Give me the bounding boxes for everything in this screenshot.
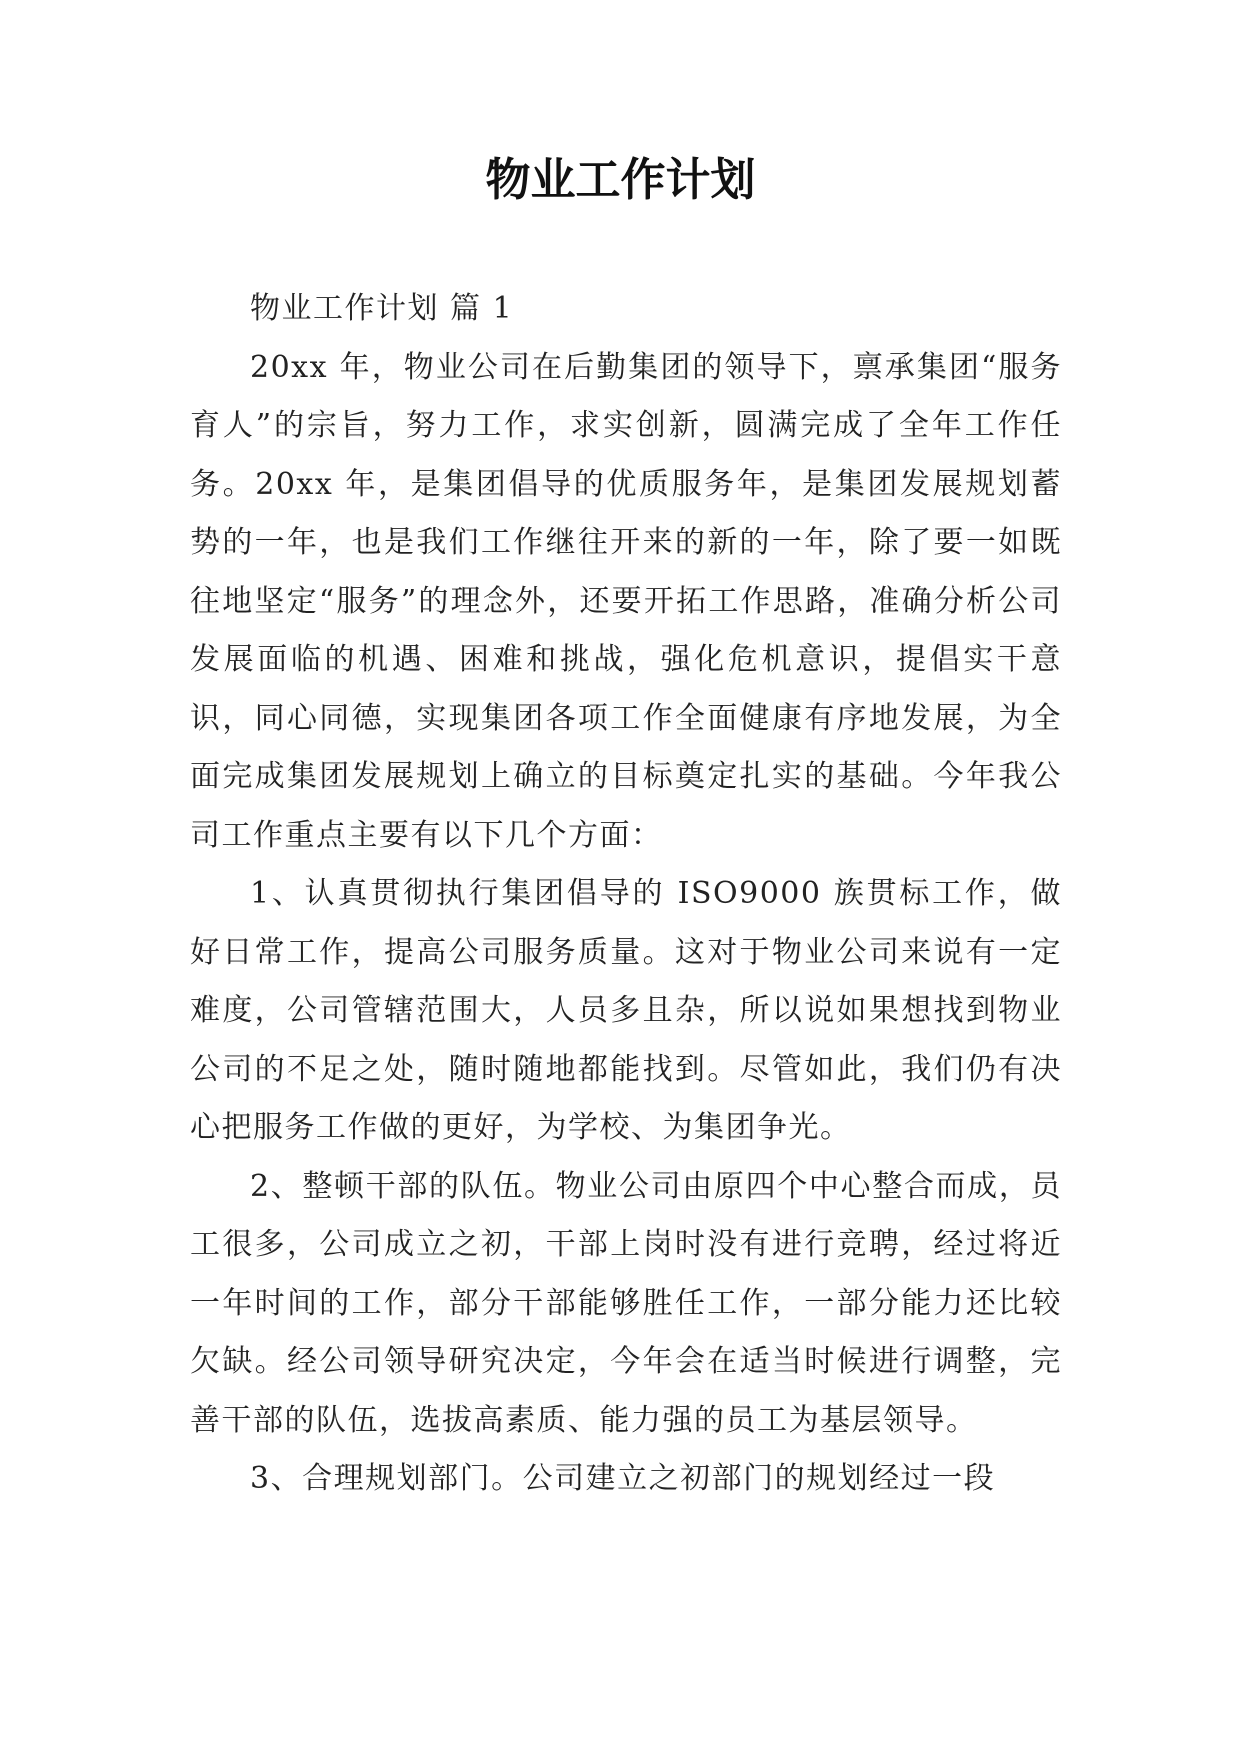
paragraph-intro: 20xx 年，物业公司在后勤集团的领导下，禀承集团“服务育人”的宗旨，努力工作，求实创新，圆满完成了全年工作任务。20xx 年，是集团倡导的优质服务年，是集团发展规划蓄势的一年，也是我们工作继往开来的新的一年，除了要一如既往地坚定“服务”的理念外，还要开拓工作思路，准确分析公司发展面临的机遇、困难和挑战，强化危机意识，提倡实干意识，同心同德，实现集团各项工作全面健康有序地发展，为全面完成集团发展规划上确立的目标奠定扎实的基础。今年我公司工作重点主要有以下几个方面： <box>190 349 1062 853</box>
paragraph-item-3: 3、合理规划部门。公司建立之初部门的规划经过一段 <box>250 1461 996 1496</box>
section-subtitle: 物业工作计划 篇 1 <box>250 291 514 326</box>
paragraph-item-2: 2、整顿干部的队伍。物业公司由原四个中心整合而成，员工很多，公司成立之初，干部上岗时没有进行竞聘，经过将近一年时间的工作，部分干部能够胜任工作，一部分能力还比较欠缺。经公司领导研究决定，今年会在适当时候进行调整，完善干部的队伍，选拔高素质、能力强的员工为基层领导。 <box>190 1168 1062 1438</box>
document-title: 物业工作计划 <box>485 153 756 206</box>
document-body <box>190 280 1062 1509</box>
paragraph-item-1: 1、认真贯彻执行集团倡导的 ISO9000 族贯标工作，做好日常工作，提高公司服务质量。这对于物业公司来说有一定难度，公司管辖范围大，人员多且杂，所以说如果想找到物业公司的不足之处，随时随地都能找到。尽管如此，我们仍有决心把服务工作做的更好，为学校、为集团争光。 <box>190 876 1062 1145</box>
